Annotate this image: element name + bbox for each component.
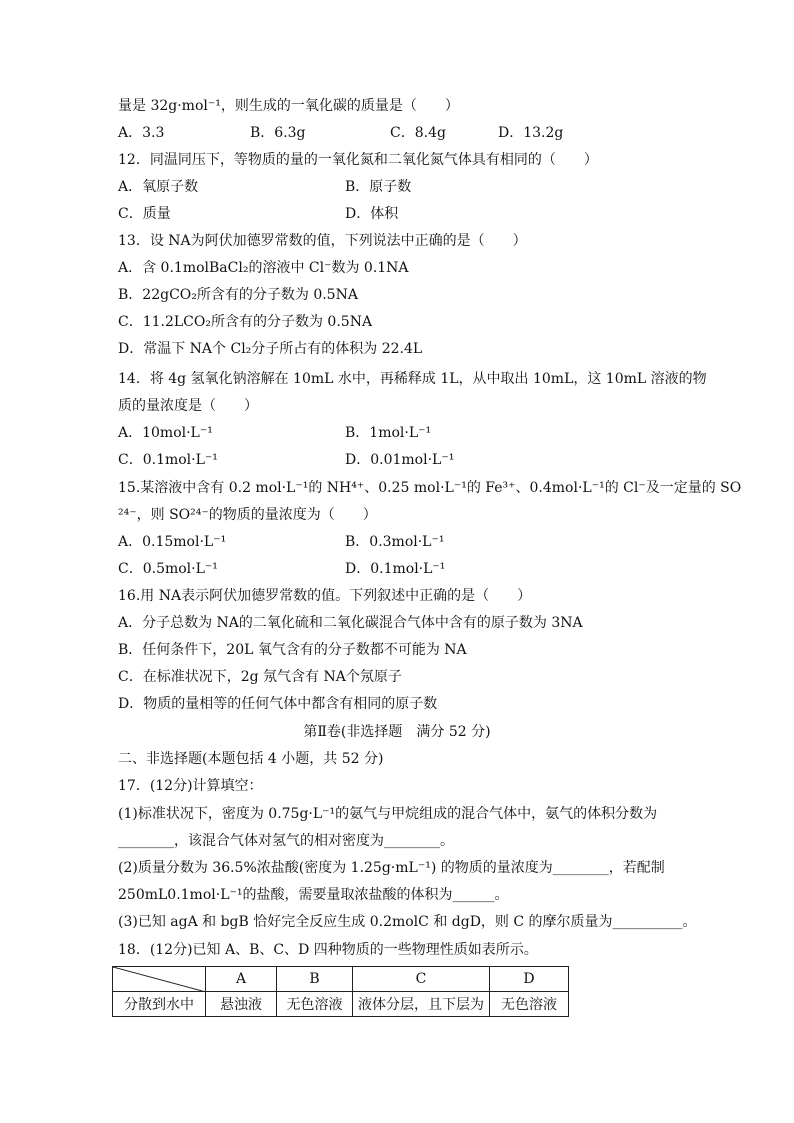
q15-option-a: A．0.15mol·L⁻¹ [118,534,227,550]
section-2-heading: 二、非选择题(本题包括 4 小题，共 52 分) [118,751,384,767]
table-header-a: A [206,967,277,992]
q18-stem: 18．(12分)已知 A、B、C、D 四种物质的一些物理性质如表所示。 [118,942,538,958]
table-row-label: 分散到水中 [113,992,206,1017]
q11-option-d: D．13.2g [498,125,564,141]
q17-stem: 17．(12分)计算填空： [118,778,263,794]
q11-stem-end: 量是 32g·mol⁻¹，则生成的一氧化碳的质量是（ ） [118,98,459,114]
q15-option-d: D．0.1mol·L⁻¹ [345,561,446,577]
table-header-d: D [490,967,569,992]
table-cell-c: 液体分层，且下层为 [353,992,490,1017]
q17-part3: (3)已知 agA 和 bgB 恰好完全反应生成 0.2molC 和 dgD，则 C 的摩尔质量为__________。 [118,914,697,930]
q14-stem-1: 14．将 4g 氢氧化钠溶解在 10mL 水中，再稀释成 1L，从中取出 10mL，这 10mL 溶液的物 [118,371,707,387]
q16-stem: 16.用 NA表示阿伏加德罗常数的值。下列叙述中正确的是（ ） [118,588,532,604]
diagonal-line-icon [113,967,206,992]
q12-stem: 12．同温同压下，等物质的量的一氧化氮和二氧化氮气体具有相同的（ ） [118,152,598,168]
q16-option-d: D．物质的量相等的任何气体中都含有相同的原子数 [118,696,438,712]
q13-option-c: C．11.2LCO₂所含有的分子数为 0.5NA [118,314,373,330]
q12-option-a: A．氧原子数 [118,179,199,195]
q15-stem-1: 15.某溶液中含有 0.2 mol·L⁻¹的 NH⁴⁺、0.25 mol·L⁻¹的 Fe³⁺、0.4mol·L⁻¹的 Cl⁻及一定量的 SO [118,480,742,496]
table-cell-a: 悬浊液 [206,992,277,1017]
q11-option-c: C．8.4g [390,125,446,141]
q14-option-c: C．0.1mol·L⁻¹ [118,452,218,468]
q13-option-b: B．22gCO₂所含有的分子数为 0.5NA [118,287,358,303]
q15-option-c: C．0.5mol·L⁻¹ [118,561,218,577]
q11-option-b: B．6.3g [250,125,306,141]
q16-option-a: A．分子总数为 NA的二氧化硫和二氧化碳混合气体中含有的原子数为 3NA [118,615,583,631]
table-corner-cell [113,967,206,992]
q14-option-a: A．10mol·L⁻¹ [118,425,213,441]
q12-option-c: C．质量 [118,206,171,222]
q15-option-b: B．0.3mol·L⁻¹ [345,534,445,550]
table-header-b: B [277,967,353,992]
table-row [113,992,569,1017]
q14-option-d: D．0.01mol·L⁻¹ [345,452,455,468]
q17-part2-line2: 250mL0.1mol·L⁻¹的盐酸，需要量取浓盐酸的体积为______。 [118,887,509,903]
q12-option-d: D．体积 [345,206,399,222]
q16-option-b: B．任何条件下，20L 氧气含有的分子数都不可能为 NA [118,642,467,658]
table-cell-b: 无色溶液 [277,992,353,1017]
table-header-c: C [353,967,490,992]
table-cell-d: 无色溶液 [490,992,569,1017]
q13-option-a: A．含 0.1molBaCl₂的溶液中 Cl⁻数为 0.1NA [118,260,409,276]
q17-part1-line1: (1)标准状况下，密度为 0.75g·L⁻¹的氨气与甲烷组成的混合气体中，氨气的体积分数为 [118,806,658,822]
q12-option-b: B．原子数 [345,179,412,195]
part-2-heading: 第Ⅱ卷(非选择题 满分 52 分) [303,724,491,740]
q15-stem-2: ²⁴⁻，则 SO²⁴⁻的物质的量浓度为（ ） [118,507,377,523]
q17-part1-line2: ________，该混合气体对氢气的相对密度为________。 [118,833,454,849]
q13-stem: 13．设 NA为阿伏加德罗常数的值，下列说法中正确的是（ ） [118,233,527,249]
q11-option-a: A．3.3 [118,125,165,141]
q14-stem-2: 质的量浓度是（ ） [118,398,258,414]
q14-option-b: B．1mol·L⁻¹ [345,425,432,441]
table-header-row [113,967,569,992]
properties-table [112,966,569,1017]
q16-option-c: C．在标准状况下，2g 氖气含有 NA个氖原子 [118,669,402,685]
q17-part2-line1: (2)质量分数为 36.5%浓盐酸(密度为 1.25g·mL⁻¹) 的物质的量浓度为________，若配制 [118,860,665,876]
q13-option-d: D．常温下 NA个 Cl₂分子所占有的体积为 22.4L [118,341,423,357]
